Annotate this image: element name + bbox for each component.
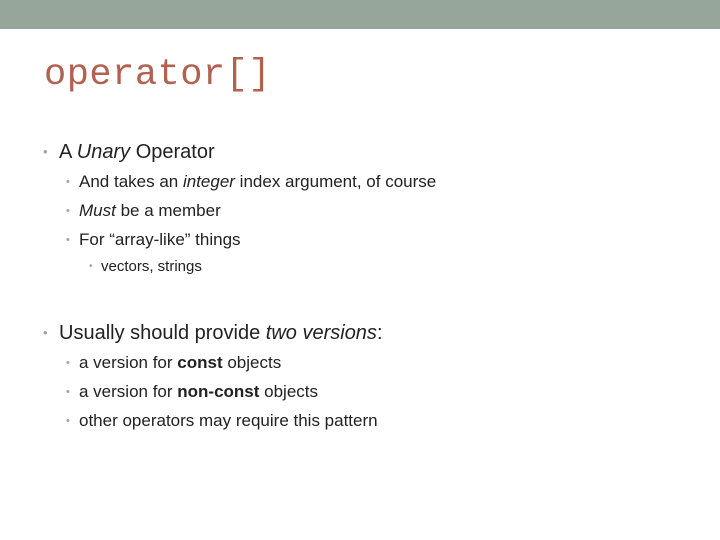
bullet-unary-operator: • A Unary Operator (43, 141, 215, 163)
bullet-other-operators: • other operators may require this pattern (66, 411, 378, 430)
bullet-two-versions: • Usually should provide two versions: (43, 322, 383, 344)
bullet-dot: • (66, 205, 70, 217)
bullet-non-const-version: • a version for non-const objects (66, 382, 319, 401)
bullet-vectors-strings: • vectors, strings (89, 258, 202, 275)
bullet-integer-index: • And takes an integer index argument, of course (66, 172, 437, 191)
bullet-must-be-member: • Must be a member (66, 201, 221, 220)
bullet-const-version: • a version for const objects (66, 353, 282, 372)
top-accent-bar (0, 0, 720, 29)
bullet-dot: • (43, 144, 48, 159)
bullet-dot: • (66, 357, 70, 369)
slide-title: operator[] (44, 54, 272, 96)
bullet-dot: • (43, 325, 48, 340)
bullet-dot: • (66, 234, 70, 246)
bullet-dot: • (66, 415, 70, 427)
bullet-dot: • (66, 176, 70, 188)
bullet-dot: • (66, 386, 70, 398)
bullet-dot: • (89, 261, 93, 272)
bullet-array-like: • For “array-like” things (66, 230, 241, 249)
